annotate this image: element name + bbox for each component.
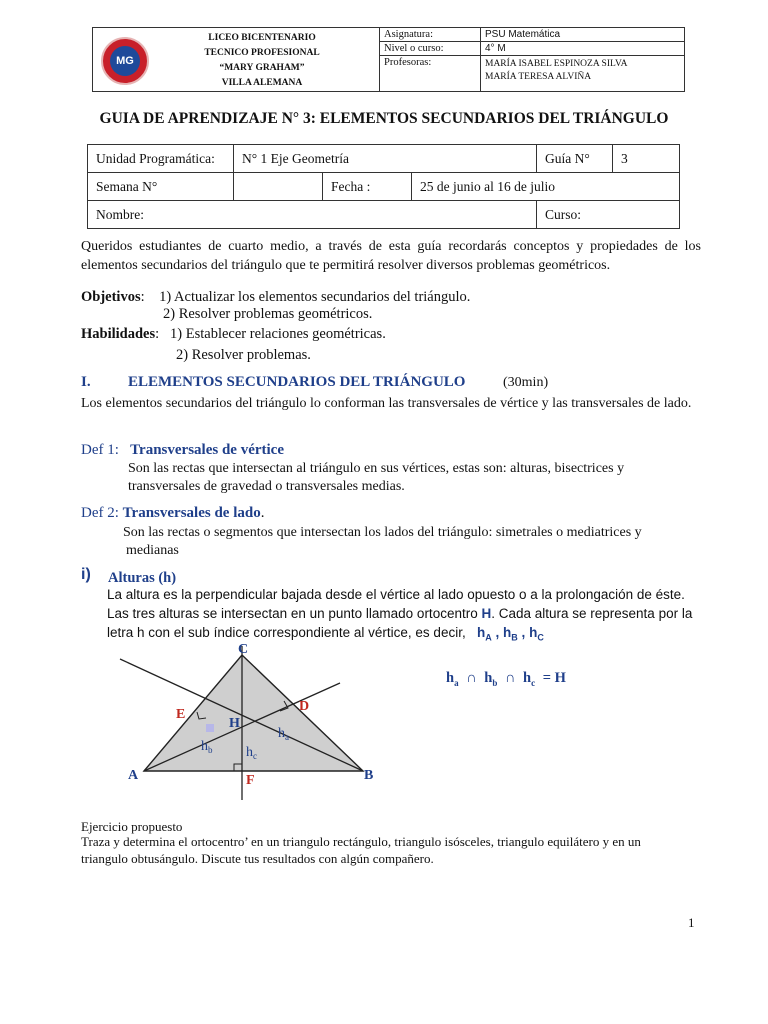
label-ha-letter: h (278, 726, 285, 741)
vertex-b-label: B (364, 768, 374, 783)
formula-equals-h: = H (542, 670, 566, 686)
course-field: Curso: (537, 201, 680, 229)
h-b-letter: h (503, 625, 512, 640)
intersection-symbol-2: ∩ (504, 670, 516, 686)
h-b-sub: B (511, 632, 518, 643)
foot-d-label: D (299, 699, 310, 714)
h-a-sub: A (485, 632, 492, 643)
skill-1: 1) Establecer relaciones geométricas. (170, 326, 386, 342)
subject-value: PSU Matemática (481, 28, 685, 42)
school-line-3: “MARY GRAHAM” (219, 63, 305, 73)
label-hc-sub: c (253, 751, 257, 761)
def-2-label: Def 2: (81, 505, 119, 521)
level-value: 4° M (481, 42, 685, 56)
def-1-line-2: transversales de gravedad o transversales medias. (128, 479, 405, 494)
guide-label: Guía N° (537, 145, 613, 173)
h-c-sub: C (537, 632, 544, 643)
unit-label: Unidad Programática: (88, 145, 234, 173)
alturas-line-3-text: letra h con el sub índice correspondiente al vértice, es decir, (107, 625, 466, 640)
week-label: Semana N° (88, 173, 234, 201)
skills-line-1: Habilidades: 1) Establecer relaciones geométricas. (81, 326, 386, 342)
comma-1: , (495, 625, 500, 640)
formula-h-a: h (446, 670, 455, 686)
label-hc-letter: h (246, 745, 253, 760)
def-1-title: Transversales de vértice (130, 442, 284, 458)
objective-2: 2) Resolver problemas geométricos. (163, 306, 373, 322)
vertex-a-label: A (128, 768, 139, 783)
date-label: Fecha : (323, 173, 412, 201)
label-hb-letter: h (201, 739, 208, 754)
comma-2: , (521, 625, 526, 640)
teachers-label: Profesoras: (380, 56, 481, 92)
formula-sub-a: a (454, 677, 459, 688)
formula-h-c: h (523, 670, 532, 686)
exercise-line-1: Traza y determina el ortocentro’ en un triangulo rectángulo, triangulo isósceles, triangulo equilátero y en un (81, 834, 641, 849)
skill-2: 2) Resolver problemas. (176, 347, 311, 363)
def-1-label: Def 1: (81, 442, 119, 458)
orthocenter-h-label: H (229, 716, 240, 731)
vertex-c-label: C (238, 642, 249, 657)
objectives-line-1: Objetivos: 1) Actualizar los elementos secundarios del triángulo. (81, 289, 471, 305)
teacher-2: MARÍA TERESA ALVIÑA (485, 72, 592, 82)
section-1-title: ELEMENTOS SECUNDARIOS DEL TRIÁNGULO (128, 374, 466, 390)
alturas-line-2-text: Las tres alturas se intersectan en un punto llamado ortocentro (107, 606, 482, 621)
subject-label: Asignatura: (380, 28, 481, 42)
level-label: Nivel o curso: (380, 42, 481, 56)
objectives-label: Objetivos (81, 289, 141, 305)
unit-value: N° 1 Eje Geometría (234, 145, 537, 173)
school-logo-monogram: MG (110, 46, 140, 76)
intro-paragraph: Queridos estudiantes de cuarto medio, a través de esta guía recordarás conceptos y propiedades de los elementos secundarios del triángulo que te permitirá resolver diversos problemas geométricos. (81, 239, 701, 273)
label-ha-sub: a (285, 732, 289, 742)
orthocenter-symbol: H (481, 606, 492, 621)
h-c-letter: h (529, 625, 538, 640)
def-2-title: Transversales de lado (122, 505, 261, 521)
section-1-text: Los elementos secundarios del triángulo lo conforman las transversales de vértice y las transversales de lado. (81, 396, 692, 411)
formula-sub-b: b (492, 677, 498, 688)
alturas-marker: i) (81, 566, 91, 583)
foot-e-label: E (176, 707, 186, 722)
formula-h-b: h (484, 670, 493, 686)
exercise-title: Ejercicio propuesto (81, 819, 183, 834)
teacher-1: MARÍA ISABEL ESPINOZA SILVA (485, 59, 628, 69)
section-1-time: (30min) (503, 375, 549, 390)
orthocenter-formula (446, 669, 566, 692)
school-line-1: LICEO BICENTENARIO (208, 33, 316, 43)
intersection-symbol-1: ∩ (466, 670, 477, 686)
guide-title: GUIA DE APRENDIZAJE N° 3: ELEMENTOS SECUNDARIOS DEL TRIÁNGULO (99, 110, 669, 127)
name-field: Nombre: (88, 201, 537, 229)
alturas-line-1: La altura es la perpendicular bajada desde el vértice al lado opuesto o a la prolongación de éste. (107, 587, 685, 602)
label-hb-sub: b (208, 745, 213, 755)
school-line-2: TECNICO PROFESIONAL (204, 48, 320, 58)
exercise-line-2: triangulo obtusángulo. Discute tus resultados con algún compañero. (81, 851, 434, 866)
formula-sub-c: c (531, 677, 536, 688)
objective-1: 1) Actualizar los elementos secundarios del triángulo. (159, 289, 471, 305)
guide-value: 3 (613, 145, 680, 173)
h-a-letter: h (476, 625, 486, 640)
date-value: 25 de junio al 16 de julio (412, 173, 680, 201)
page-number: 1 (688, 915, 695, 930)
section-1-number: I. (81, 374, 91, 390)
foot-f-label: F (246, 773, 255, 788)
alturas-line-2-rest: . Cada altura se representa por la (491, 606, 693, 621)
alturas-title: Alturas (h) (108, 570, 177, 586)
def-2-period: . (260, 505, 265, 521)
def-2-line-1: Son las rectas o segmentos que intersectan los lados del triángulo: simetrales o mediatrices y (123, 525, 642, 540)
def-2-line-2: medianas (126, 543, 179, 558)
highlight-mark (206, 724, 214, 732)
skills-label: Habilidades (81, 326, 156, 342)
school-line-4: VILLA ALEMANA (221, 78, 303, 88)
def-1-line-1: Son las rectas que intersectan al triángulo en sus vértices, estas son: alturas, bisectrices y (128, 461, 625, 476)
